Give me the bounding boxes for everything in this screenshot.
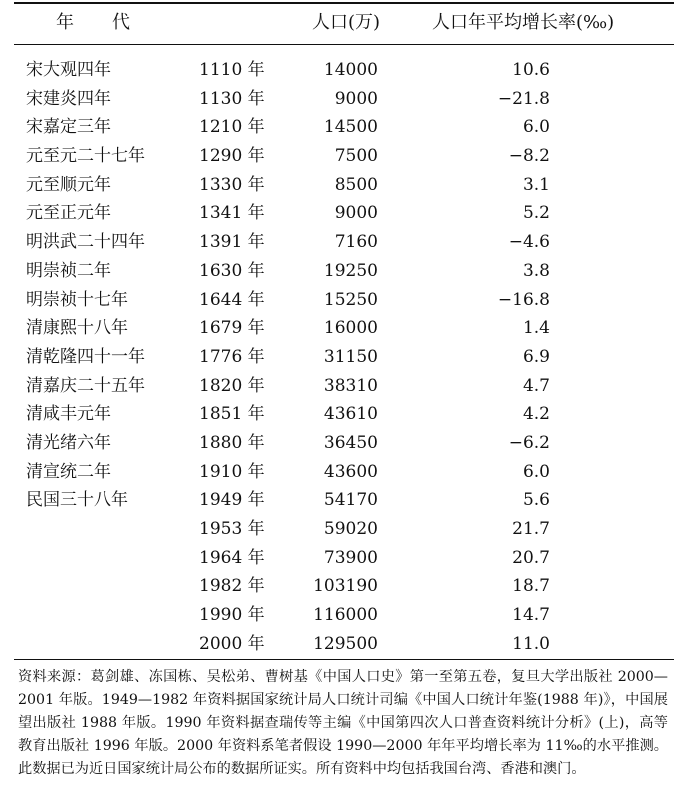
population-cell: 59020	[323, 519, 378, 539]
table-body	[0, 56, 687, 658]
population-cell: 15250	[323, 289, 378, 310]
era-cell: 宋大观四年	[26, 60, 111, 80]
year-cell: 1290 年	[199, 146, 265, 167]
table-top-rule	[14, 2, 674, 4]
table-row	[0, 286, 687, 315]
growth-rate-cell: 6.9	[522, 346, 550, 367]
growth-rate-cell: −6.2	[508, 432, 550, 453]
era-cell: 元至正元年	[26, 203, 111, 224]
table-row	[0, 630, 687, 659]
growth-rate-cell: −16.8	[497, 289, 550, 310]
year-cell: 1910 年	[199, 461, 265, 482]
growth-rate-cell: 6.0	[522, 117, 550, 138]
year-cell: 1851 年	[199, 404, 265, 425]
table-row	[0, 199, 687, 228]
table-row	[0, 257, 687, 286]
era-cell: 清嘉庆二十五年	[26, 375, 145, 396]
table-row	[0, 515, 687, 544]
population-cell: 19250	[323, 260, 378, 281]
era-cell: 清光绪六年	[26, 432, 111, 453]
population-cell: 103190	[313, 576, 378, 597]
population-cell: 73900	[323, 547, 378, 568]
population-cell: 36450	[323, 432, 378, 453]
growth-rate-cell: −21.8	[497, 88, 550, 109]
year-cell: 1964 年	[199, 547, 265, 568]
growth-rate-cell: 6.0	[522, 461, 550, 482]
table-row	[0, 228, 687, 257]
growth-rate-cell: 5.6	[522, 490, 550, 511]
table-row	[0, 142, 687, 171]
population-cell: 7500	[334, 146, 378, 167]
table-row	[0, 601, 687, 630]
population-cell: 8500	[334, 174, 378, 195]
year-cell: 2000 年	[199, 633, 265, 654]
growth-rate-cell: 11.0	[512, 633, 550, 654]
year-cell: 1990 年	[199, 605, 265, 626]
growth-rate-cell: 10.6	[512, 60, 550, 80]
population-cell: 43610	[323, 404, 378, 425]
era-cell: 民国三十八年	[26, 490, 128, 511]
year-cell: 1630 年	[199, 260, 265, 281]
population-cell: 43600	[323, 461, 378, 482]
era-cell: 明崇祯十七年	[26, 289, 128, 310]
growth-rate-cell: −4.6	[508, 232, 550, 253]
year-cell: 1391 年	[199, 232, 265, 253]
table-row	[0, 544, 687, 573]
era-cell: 明洪武二十四年	[26, 232, 145, 253]
header-era: 年代	[56, 12, 168, 33]
table-row	[0, 429, 687, 458]
era-cell: 明崇祯二年	[26, 260, 111, 281]
growth-rate-cell: 3.8	[522, 260, 550, 281]
era-cell: 清宣统二年	[26, 461, 111, 482]
year-cell: 1776 年	[199, 346, 265, 367]
table-row	[0, 314, 687, 343]
population-cell: 116000	[313, 605, 378, 626]
growth-rate-cell: 4.7	[522, 375, 550, 396]
era-cell: 元至元二十七年	[26, 146, 145, 167]
population-cell: 7160	[334, 232, 378, 253]
growth-rate-cell: 20.7	[512, 547, 550, 568]
table-row	[0, 113, 687, 142]
population-cell: 9000	[334, 203, 378, 224]
table-header-rule	[14, 44, 674, 45]
era-cell: 清康熙十八年	[26, 318, 128, 339]
era-cell: 宋嘉定三年	[26, 117, 111, 138]
table-row	[0, 372, 687, 401]
population-cell: 16000	[323, 318, 378, 339]
era-cell: 清咸丰元年	[26, 404, 111, 425]
growth-rate-cell: 3.1	[522, 174, 550, 195]
year-cell: 1110 年	[199, 60, 265, 80]
population-cell: 38310	[323, 375, 378, 396]
growth-rate-cell: −8.2	[508, 146, 550, 167]
table-row	[0, 458, 687, 487]
growth-rate-cell: 5.2	[522, 203, 550, 224]
population-cell: 129500	[313, 633, 378, 654]
year-cell: 1949 年	[199, 490, 265, 511]
population-cell: 14500	[323, 117, 378, 138]
growth-rate-cell: 21.7	[512, 519, 550, 539]
year-cell: 1820 年	[199, 375, 265, 396]
population-cell: 14000	[323, 60, 378, 80]
table-row	[0, 56, 687, 85]
growth-rate-cell: 1.4	[522, 318, 550, 339]
table-row	[0, 400, 687, 429]
growth-rate-cell: 4.2	[522, 404, 550, 425]
growth-rate-cell: 14.7	[512, 605, 550, 626]
population-cell: 9000	[334, 88, 378, 109]
era-cell: 元至顺元年	[26, 174, 111, 195]
era-cell: 清乾隆四十一年	[26, 346, 145, 367]
table-row	[0, 343, 687, 372]
population-cell: 54170	[323, 490, 378, 511]
source-note: 资料来源：葛剑雄、冻国栋、吴松弟、曹树基《中国人口史》第一至第五卷，复旦大学出版社 2000—2001 年版。1949—1982 年资料据国家统计局人口统计司编《中国人口统计年鉴(1988 年)》，中国展望出版社 1988 年版。1990 年资料据查瑞传等主编《中国第四次人口普查资料统计分析》(上)，高等教育出版社 1996 年版。2000 年资料系笔者假设 1990—2000 年年平均增长率为 11‰的水平推测。此数据已为近日国家统计局公布的数据所证实。所有资料中均包括我国台湾、香港和澳门。	[18, 669, 668, 777]
header-population: 人口(万)	[312, 12, 381, 33]
year-cell: 1330 年	[199, 174, 265, 195]
year-cell: 1982 年	[199, 576, 265, 597]
table-row	[0, 572, 687, 601]
header-growth-rate: 人口年平均增长率(‰)	[432, 12, 615, 33]
table-row	[0, 171, 687, 200]
year-cell: 1880 年	[199, 432, 265, 453]
year-cell: 1341 年	[199, 203, 265, 224]
year-cell: 1953 年	[199, 519, 265, 539]
growth-rate-cell: 18.7	[512, 576, 550, 597]
era-cell: 宋建炎四年	[26, 88, 111, 109]
table-row	[0, 85, 687, 114]
population-cell: 31150	[323, 346, 378, 367]
year-cell: 1130 年	[199, 88, 265, 109]
year-cell: 1644 年	[199, 289, 265, 310]
year-cell: 1210 年	[199, 117, 265, 138]
year-cell: 1679 年	[199, 318, 265, 339]
table-row	[0, 486, 687, 515]
table-bottom-rule	[14, 659, 674, 660]
